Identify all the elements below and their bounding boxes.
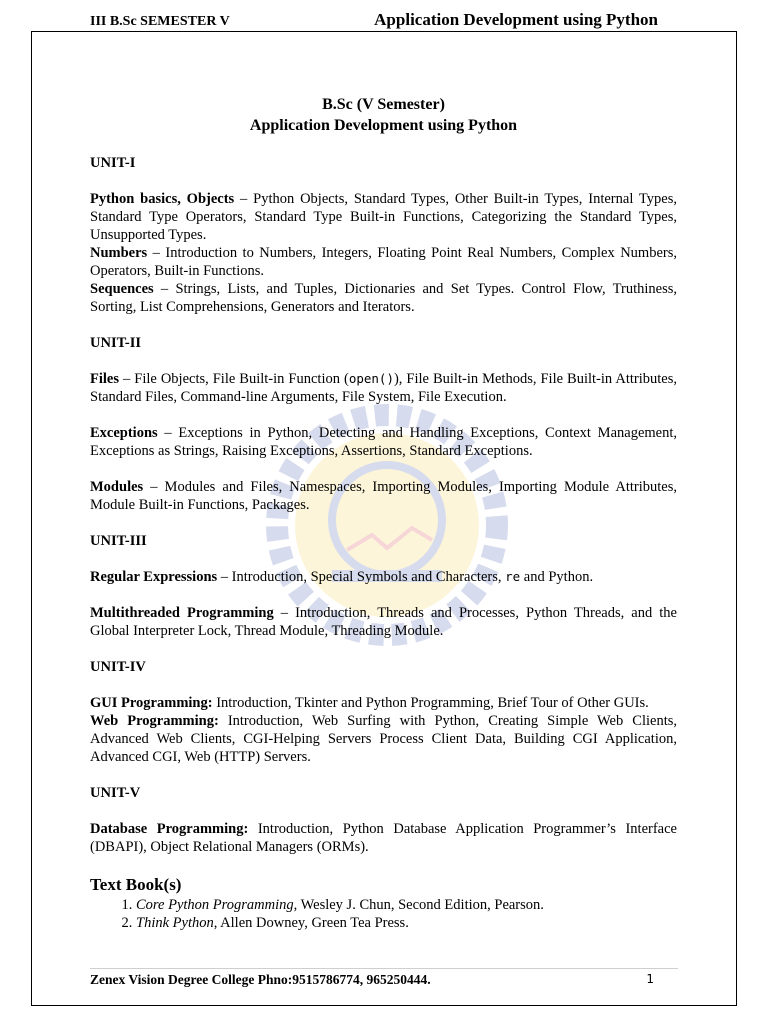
page-footer (90, 972, 678, 988)
unit-2-exceptions: Exceptions – Exceptions in Python, Detecting and Handling Exceptions, Context Management, Exceptions as Strings, Raising Exceptions, Assertions, Standard Exceptions. (90, 425, 677, 459)
unit-1-numbers: Numbers – Introduction to Numbers, Integers, Floating Point Real Numbers, Complex Numbers, Operators, Built-in Functions. (90, 245, 677, 279)
header-course: III B.Sc SEMESTER V (90, 14, 230, 29)
header-subject: Application Development using Python (374, 10, 658, 29)
unit-4-web: Web Programming: Introduction, Web Surfing with Python, Creating Simple Web Clients, Advanced Web Clients, CGI-Helping Servers Process Client Data, Building CGI Application, Advanced CGI, Web (HTTP) Servers. (90, 713, 677, 765)
footer-divider (90, 968, 678, 969)
syllabus-body (90, 94, 677, 932)
page-title: B.Sc (V Semester) Application Development using Python (249, 96, 518, 134)
list-item: 2. Think Python, Allen Downey, Green Tea Press. (136, 914, 677, 932)
unit-5-heading: UNIT-V (90, 785, 141, 801)
running-header (90, 10, 658, 32)
unit-2-modules: Modules – Modules and Files, Namespaces, Importing Modules, Importing Module Attributes, Module Built-in Functions, Packages. (90, 479, 677, 513)
textbooks-heading: Text Book(s) (90, 875, 182, 894)
unit-5-database: Database Programming: Introduction, Python Database Application Programmer’s Interface (DBAPI), Object Relational Managers (ORMs). (90, 821, 677, 855)
unit-3-heading: UNIT-III (90, 533, 147, 549)
page-number: 1 (646, 972, 654, 986)
unit-4-gui: GUI Programming: Introduction, Tkinter and Python Programming, Brief Tour of Other GUIs. (90, 695, 649, 711)
textbook-list (90, 896, 677, 932)
unit-1-basics: Python basics, Objects – Python Objects, Standard Types, Other Built-in Types, Internal Types, Standard Type Operators, Standard Type Built-in Functions, Categorizing the Standard Types, Unsupported Types. (90, 191, 677, 243)
footer-college: Zenex Vision Degree College Phno:9515786774, 965250444. (90, 972, 431, 987)
list-item: 1. Core Python Programming, Wesley J. Chun, Second Edition, Pearson. (136, 896, 677, 914)
unit-3-regex: Regular Expressions – Introduction, Special Symbols and Characters, re and Python. (90, 569, 594, 585)
unit-2-files: Files – File Objects, File Built-in Function (open()), File Built-in Methods, File Built-in Attributes, Standard Files, Command-line Arguments, File System, File Execution. (90, 371, 677, 405)
unit-4-heading: UNIT-IV (90, 659, 146, 675)
unit-2-heading: UNIT-II (90, 335, 142, 351)
unit-1-heading: UNIT-I (90, 155, 136, 171)
unit-1-sequences: Sequences – Strings, Lists, and Tuples, Dictionaries and Set Types. Control Flow, Truthiness, Sorting, List Comprehensions, Generators and Iterators. (90, 281, 677, 315)
unit-3-multithreading: Multithreaded Programming – Introduction, Threads and Processes, Python Threads, and the Global Interpreter Lock, Thread Module, Threading Module. (90, 605, 677, 639)
